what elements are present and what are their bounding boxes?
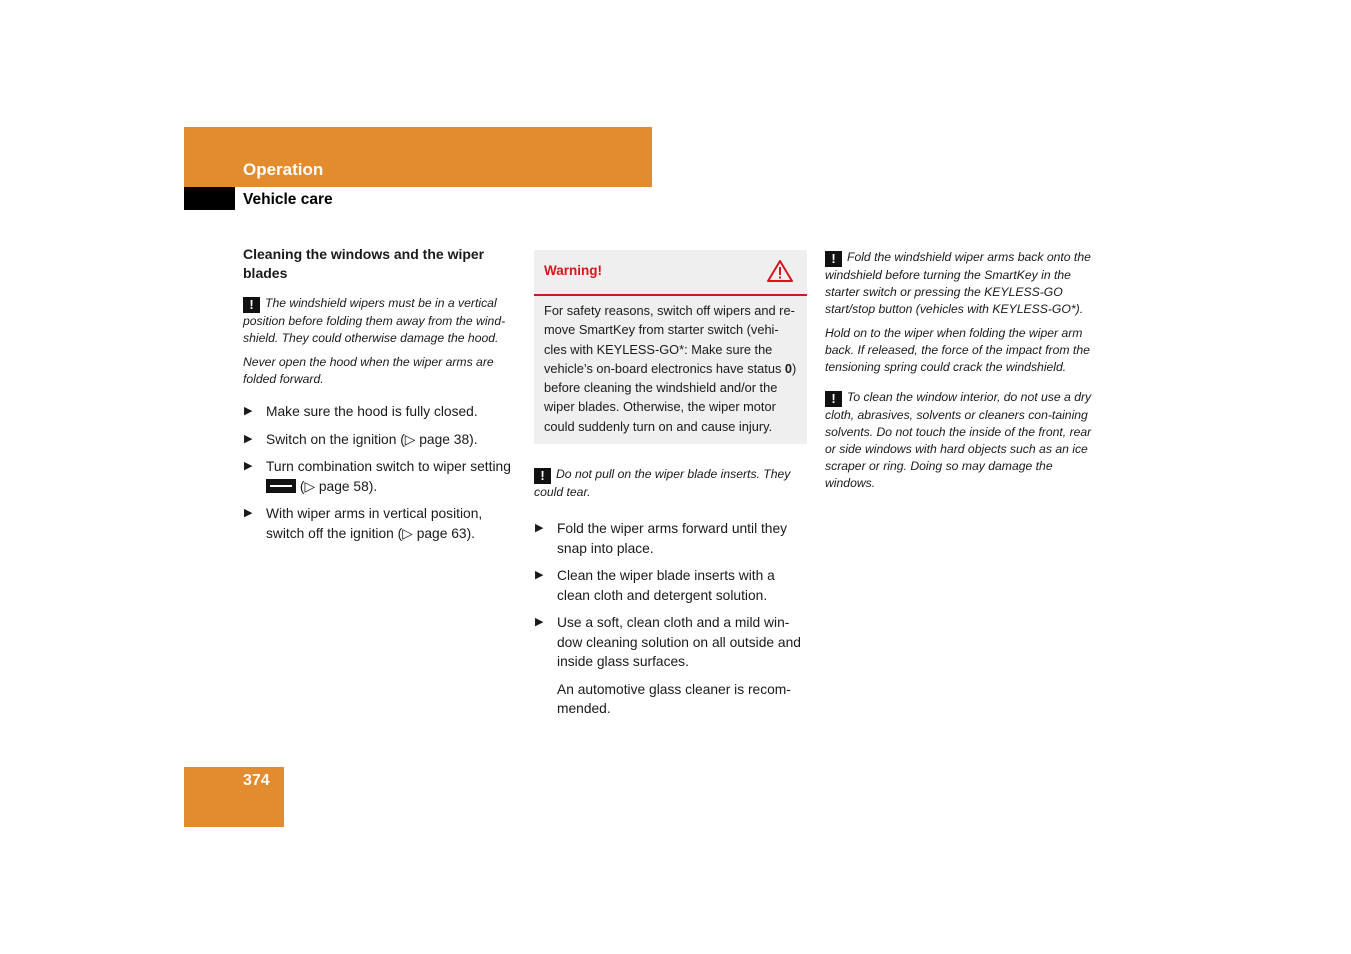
list-item: ▶ Turn combination switch to wiper setting (▷ page 58). <box>244 459 511 494</box>
column-right <box>825 249 1103 499</box>
status-value: 0 <box>784 360 793 376</box>
subsection-marker <box>184 187 235 210</box>
list-item: ▶ With wiper arms in vertical position, switch off the ignition (▷ page 63). <box>244 506 483 541</box>
list-item: ▶ Clean the wiper blade inserts with a clean cloth and detergent solution. <box>535 568 775 603</box>
caution-note: ! To clean the window interior, do not use a dry cloth, abrasives, solvents or cleaners con-taining solvents. Do not touch the inside of the front, rear or side windows with hard objects such as an ice scraper or ring. Doing so may damage the windows. <box>825 390 1092 490</box>
exclamation-icon: ! <box>243 297 260 313</box>
warning-triangle-icon <box>767 259 793 288</box>
caution-text: The windshield wipers must be in a vertical position before folding them away from the wind-shield. They could otherwise damage the hood. <box>243 296 506 345</box>
warning-title: Warning! <box>544 263 602 278</box>
exclamation-icon: ! <box>534 468 551 484</box>
column-left <box>243 245 521 551</box>
subsection-title: Vehicle care <box>243 191 333 208</box>
list-item: ▶ Use a soft, clean cloth and a mild win-dow cleaning solution on all outside and inside glass surfaces. <box>535 615 801 670</box>
caution-note-followup: Never open the hood when the wiper arms are folded forward. <box>243 355 494 386</box>
arrow-bullet-icon: ▶ <box>244 460 253 472</box>
step-list <box>243 402 521 543</box>
wiper-setting-icon <box>266 479 296 493</box>
step-list <box>534 519 807 672</box>
warning-box <box>534 250 807 444</box>
caution-note <box>243 295 521 347</box>
warning-header <box>534 250 807 296</box>
list-item: ▶ Switch on the ignition (▷ page 38). <box>243 430 521 450</box>
exclamation-icon: ! <box>825 391 842 407</box>
page-number: 374 <box>243 772 270 789</box>
warning-text: For safety reasons, switch off wipers and re-move SmartKey from starter switch (vehi-cles with KEYLESS-GO*: Make sure the vehicle’s on-board electronics have status 0) before cleaning the windshield and/or the wiper blades. Otherwise, the wiper motor could suddenly turn on and cause injury. <box>544 303 797 434</box>
list-item: ▶ Fold the wiper arms forward until they snap into place. <box>535 521 788 556</box>
caution-note: ! Do not pull on the wiper blade inserts. They could tear. <box>534 467 791 500</box>
arrow-bullet-icon: ▶ <box>244 432 253 445</box>
arrow-bullet-icon: ▶ <box>535 569 544 582</box>
column-middle <box>534 250 807 719</box>
arrow-bullet-icon: ▶ <box>535 616 544 629</box>
list-item: ▶ Make sure the hood is fully closed. <box>243 402 521 422</box>
arrow-bullet-icon: ▶ <box>244 507 253 519</box>
section-title: Operation <box>243 160 324 179</box>
arrow-bullet-icon: ▶ <box>244 405 253 417</box>
followup-text: An automotive glass cleaner is recom-mended. <box>557 681 791 717</box>
caution-note-followup: Hold on to the wiper when folding the wiper arm back. If released, the force of the impact from the tensioning spring could crack the windshield. <box>825 326 1090 374</box>
arrow-bullet-icon: ▶ <box>535 522 544 535</box>
caution-note: ! Fold the windshield wiper arms back onto the windshield before turning the SmartKey in the starter switch or pressing the KEYLESS-GO start/stop button (vehicles with KEYLESS-GO*). <box>825 250 1091 316</box>
exclamation-icon: ! <box>825 251 842 267</box>
topic-heading: Cleaning the windows and the wiper blades <box>243 246 485 281</box>
